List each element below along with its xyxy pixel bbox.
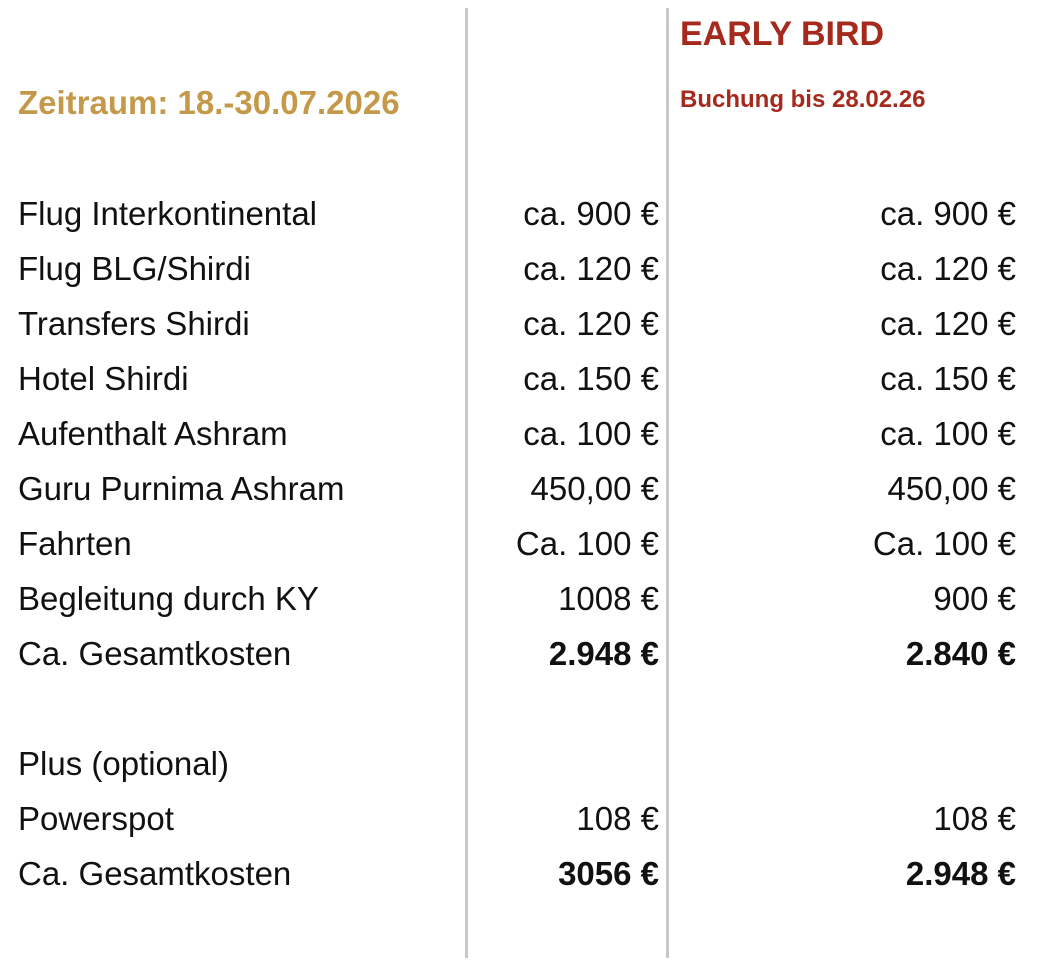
- early-bird-price: ca. 120 €: [880, 250, 1016, 287]
- standard-price: ca. 100 €: [523, 415, 659, 452]
- cost-row-flight-blg-shirdi: [0, 247, 1049, 291]
- row-label: Guru Purnima Ashram: [18, 470, 345, 507]
- early-bird-price: ca. 100 €: [880, 415, 1016, 452]
- early-bird-price: ca. 120 €: [880, 305, 1016, 342]
- early-bird-price: ca. 900 €: [880, 195, 1016, 232]
- cost-row-hotel-shirdi: [0, 357, 1049, 401]
- cost-row-transfers-shirdi: [0, 302, 1049, 346]
- standard-price: ca. 900 €: [523, 195, 659, 232]
- row-label: Flug BLG/Shirdi: [18, 250, 251, 287]
- early-bird-subtitle: Buchung bis 28.02.26: [680, 86, 926, 113]
- cost-row-trips: [0, 522, 1049, 566]
- early-bird-price: 108 €: [933, 800, 1016, 837]
- early-bird-total: 2.948 €: [905, 855, 1016, 892]
- standard-price: ca. 150 €: [523, 360, 659, 397]
- cost-row-ashram-stay: [0, 412, 1049, 456]
- early-bird-price: 450,00 €: [887, 470, 1016, 507]
- row-label: Flug Interkontinental: [18, 195, 318, 232]
- cost-row-total: [0, 632, 1049, 676]
- cost-row-guru-purnima: [0, 467, 1049, 511]
- standard-price: 108 €: [576, 800, 659, 837]
- early-bird-price: 900 €: [933, 580, 1016, 617]
- early-bird-title: EARLY BIRD: [680, 15, 885, 53]
- row-label: Begleitung durch KY: [18, 580, 319, 617]
- standard-price: ca. 120 €: [523, 250, 659, 287]
- row-label: Aufenthalt Ashram: [18, 415, 288, 452]
- row-label: Fahrten: [18, 525, 132, 562]
- row-label: Transfers Shirdi: [18, 305, 250, 342]
- period-heading: Zeitraum: 18.-30.07.2026: [18, 84, 400, 121]
- cost-row-guidance: [0, 577, 1049, 621]
- early-bird-price: Ca. 100 €: [872, 525, 1016, 562]
- optional-heading-row: [0, 742, 1049, 786]
- row-label: Ca. Gesamtkosten: [18, 855, 292, 892]
- standard-price: Ca. 100 €: [515, 525, 659, 562]
- cost-row-powerspot: [0, 797, 1049, 841]
- optional-heading: Plus (optional): [18, 745, 229, 782]
- standard-price: 1008 €: [558, 580, 659, 617]
- row-label: Powerspot: [18, 800, 174, 837]
- standard-price: 450,00 €: [530, 470, 659, 507]
- row-label: Ca. Gesamtkosten: [18, 635, 292, 672]
- standard-price: ca. 120 €: [523, 305, 659, 342]
- cost-row-flight-intercontinental: [0, 192, 1049, 236]
- early-bird-total: 2.840 €: [905, 635, 1016, 672]
- row-label: Hotel Shirdi: [18, 360, 189, 397]
- standard-total: 2.948 €: [548, 635, 659, 672]
- early-bird-price: ca. 150 €: [880, 360, 1016, 397]
- cost-row-total-optional: [0, 852, 1049, 896]
- standard-total: 3056 €: [558, 855, 659, 892]
